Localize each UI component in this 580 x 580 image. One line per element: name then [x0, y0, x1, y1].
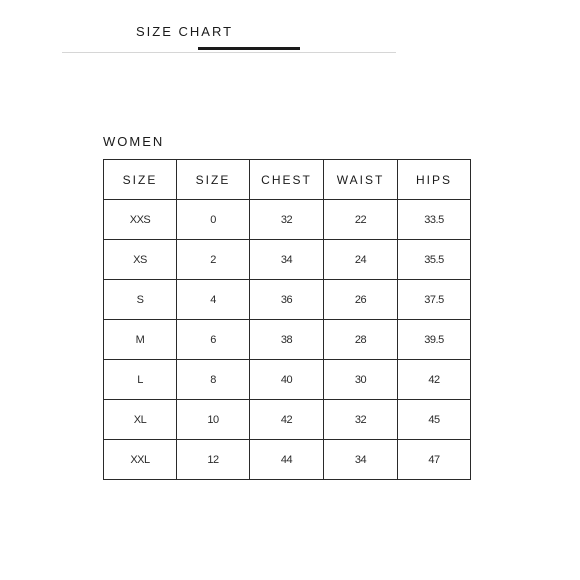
- cell-hips: 37.5: [398, 280, 471, 320]
- header-chest: CHEST: [250, 160, 324, 200]
- cell-hips: 35.5: [398, 240, 471, 280]
- cell-size-number: 2: [177, 240, 250, 280]
- tab-size-chart[interactable]: SIZE CHART: [136, 24, 234, 39]
- cell-hips: 39.5: [398, 320, 471, 360]
- cell-size-number: 10: [177, 400, 250, 440]
- cell-chest: 44: [250, 440, 324, 480]
- cell-size-letter: S: [104, 280, 177, 320]
- cell-size-letter: XS: [104, 240, 177, 280]
- cell-waist: 32: [324, 400, 398, 440]
- table-row: [104, 440, 471, 480]
- table-row: [104, 360, 471, 400]
- active-tab-indicator: [198, 47, 300, 50]
- cell-size-letter: L: [104, 360, 177, 400]
- cell-waist: 26: [324, 280, 398, 320]
- table-row: [104, 320, 471, 360]
- cell-chest: 36: [250, 280, 324, 320]
- cell-waist: 22: [324, 200, 398, 240]
- cell-chest: 32: [250, 200, 324, 240]
- cell-waist: 30: [324, 360, 398, 400]
- cell-chest: 40: [250, 360, 324, 400]
- cell-waist: 34: [324, 440, 398, 480]
- cell-size-number: 12: [177, 440, 250, 480]
- cell-chest: 34: [250, 240, 324, 280]
- cell-waist: 24: [324, 240, 398, 280]
- cell-size-number: 6: [177, 320, 250, 360]
- table-row: [104, 200, 471, 240]
- tab-bar: [62, 0, 396, 53]
- table-row: [104, 240, 471, 280]
- cell-hips: 42: [398, 360, 471, 400]
- cell-chest: 42: [250, 400, 324, 440]
- section-title-women: WOMEN: [103, 134, 165, 149]
- header-waist: WAIST: [324, 160, 398, 200]
- header-size-letter: SIZE: [104, 160, 177, 200]
- cell-size-number: 0: [177, 200, 250, 240]
- cell-size-letter: XL: [104, 400, 177, 440]
- size-chart-table: [103, 159, 471, 480]
- table-row: [104, 280, 471, 320]
- cell-hips: 33.5: [398, 200, 471, 240]
- cell-size-number: 4: [177, 280, 250, 320]
- cell-waist: 28: [324, 320, 398, 360]
- cell-size-letter: XXL: [104, 440, 177, 480]
- cell-hips: 47: [398, 440, 471, 480]
- cell-size-letter: M: [104, 320, 177, 360]
- cell-size-number: 8: [177, 360, 250, 400]
- cell-chest: 38: [250, 320, 324, 360]
- table-header-row: [104, 160, 471, 200]
- header-hips: HIPS: [398, 160, 471, 200]
- header-size-number: SIZE: [177, 160, 250, 200]
- table-row: [104, 400, 471, 440]
- cell-hips: 45: [398, 400, 471, 440]
- cell-size-letter: XXS: [104, 200, 177, 240]
